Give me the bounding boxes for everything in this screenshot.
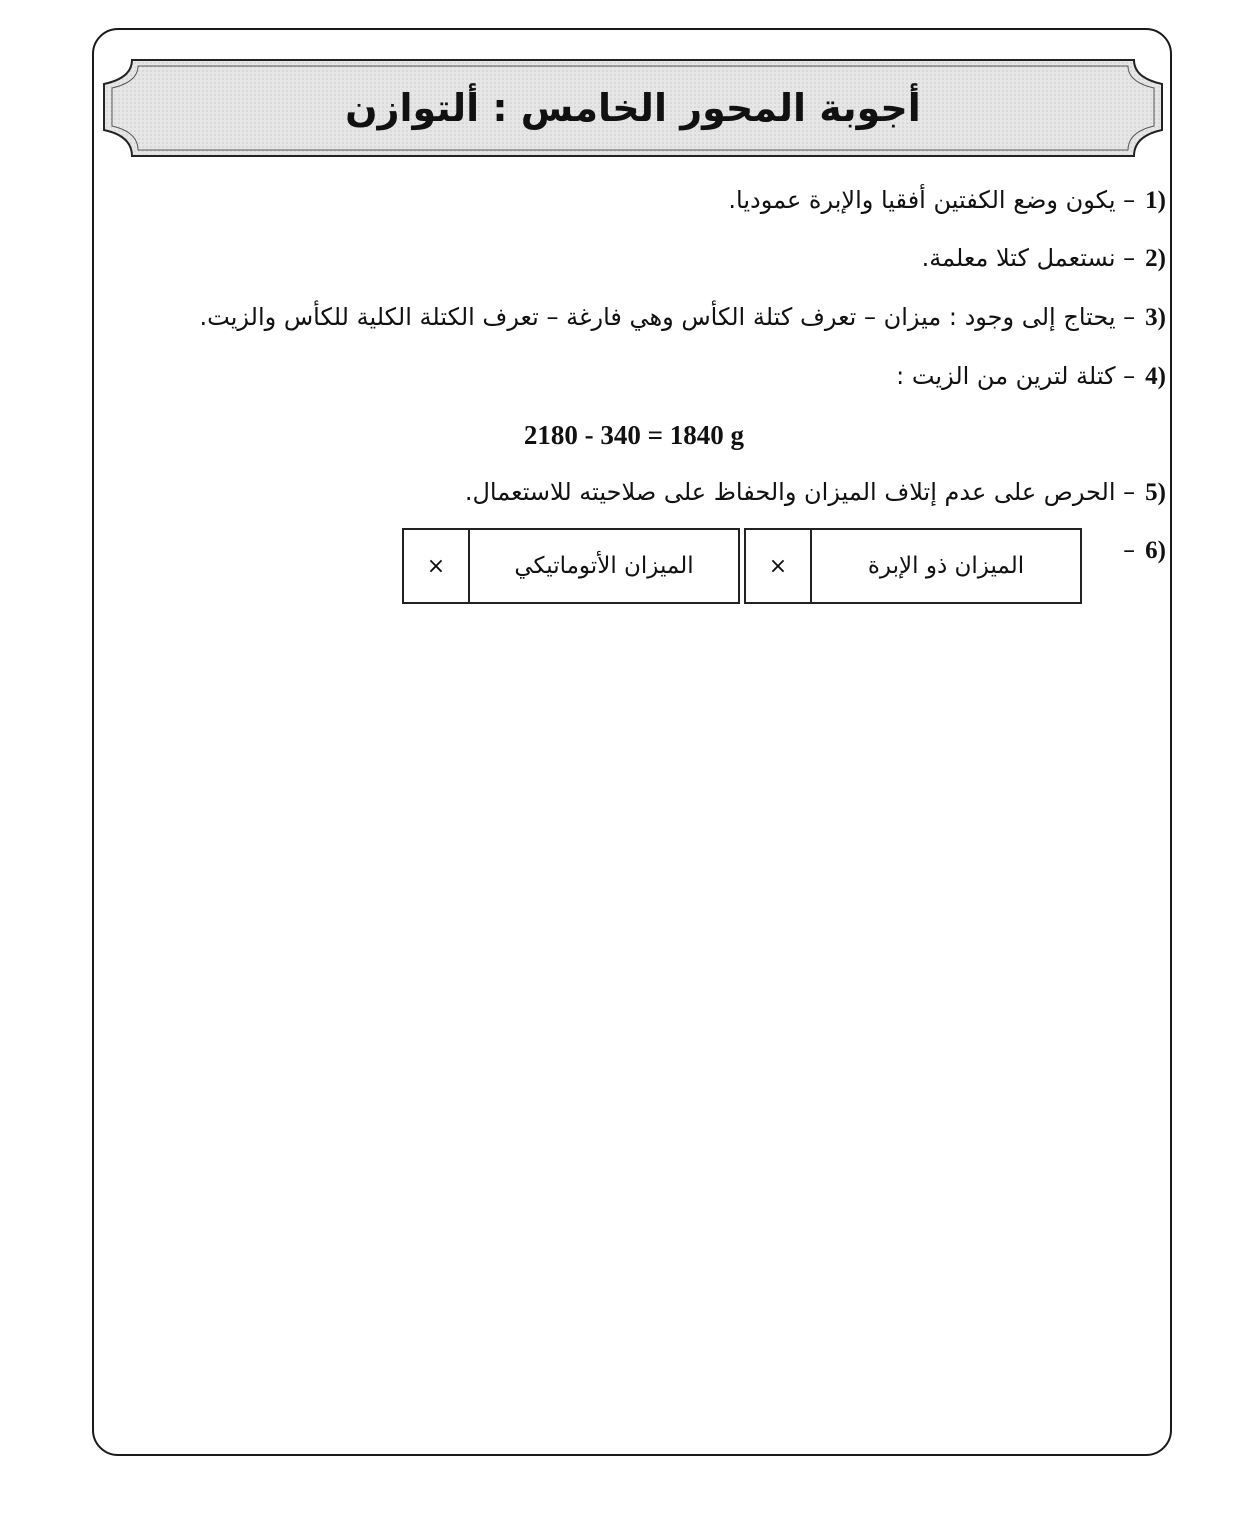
answer-2 — [922, 244, 1166, 273]
answer-text: – الحرص على عدم إتلاف الميزان والحفاظ على صلاحيته للاستعمال. — [464, 478, 1136, 506]
answer-text: – يكون وضع الكفتين أفقيا والإبرة عموديا. — [728, 186, 1136, 214]
answer-number: (2 — [1145, 245, 1166, 272]
answer-number: (1 — [1145, 187, 1166, 214]
answer-number: (3 — [1145, 304, 1166, 331]
answer-number: (6 — [1145, 537, 1166, 564]
choice-label: الميزان ذو الإبرة — [811, 529, 1081, 603]
answer-text: – نستعمل كتلا معلمة. — [921, 244, 1136, 272]
choice-box-needle-scale — [744, 528, 1082, 604]
page-title: أجوبة المحور الخامس : ألتوازن — [345, 86, 921, 130]
answer-number: (5 — [1145, 479, 1166, 506]
choice-mark: × — [745, 529, 811, 603]
answer-5 — [465, 478, 1166, 507]
choice-label: الميزان الأتوماتيكي — [469, 529, 739, 603]
answer-6 — [1123, 536, 1166, 565]
mass-equation: 2180 - 340 = 1840 g — [523, 420, 745, 450]
page-frame — [92, 28, 1172, 1456]
choice-mark: × — [403, 529, 469, 603]
answer-1 — [728, 186, 1166, 215]
answer-text: – يحتاج إلى وجود : ميزان – تعرف كتلة الكأس وهي فارغة – تعرف الكتلة الكلية للكأس والزيت. — [199, 303, 1136, 331]
choice-box-automatic-scale — [402, 528, 740, 604]
answer-text: – — [1123, 536, 1136, 564]
answer-4 — [896, 362, 1166, 391]
answer-3 — [200, 303, 1166, 332]
answer-number: (4 — [1145, 363, 1166, 390]
title-banner — [102, 58, 1164, 158]
answer-text: – كتلة لترين من الزيت : — [896, 362, 1136, 390]
